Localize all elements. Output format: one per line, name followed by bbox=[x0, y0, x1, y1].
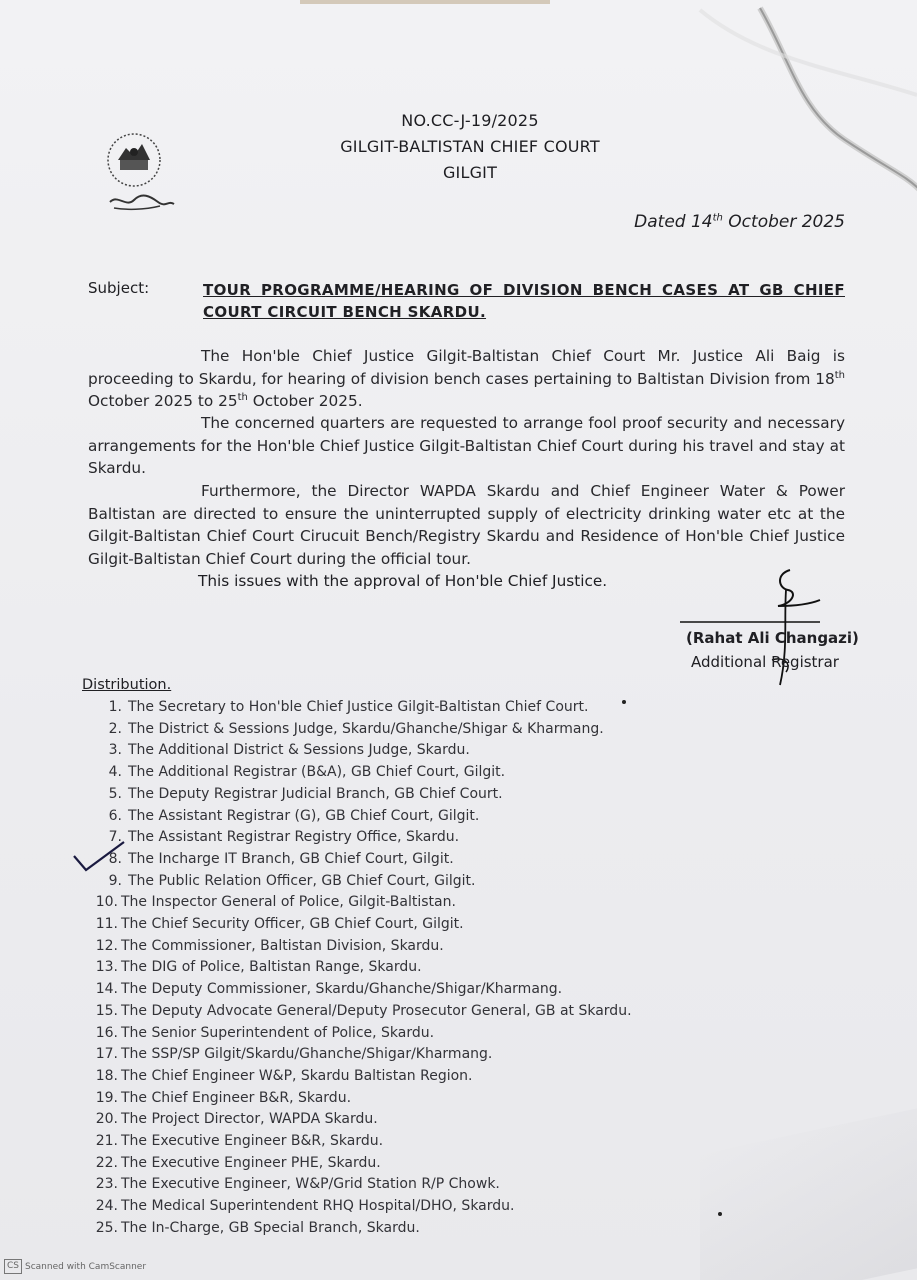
distribution-item bbox=[90, 1088, 710, 1110]
date-prefix: Dated 14 bbox=[634, 212, 713, 232]
distribution-item bbox=[90, 697, 710, 719]
distribution-item-number: 6. bbox=[108, 807, 122, 824]
approval-line: This issues with the approval of Hon'ble Chief Justice. bbox=[198, 572, 608, 590]
distribution-list bbox=[90, 697, 710, 1240]
distribution-item bbox=[90, 871, 710, 893]
distribution-item-number: 18. bbox=[95, 1067, 118, 1084]
distribution-item-text: The Executive Engineer, W&P/Grid Station R/P Chowk. bbox=[121, 1176, 500, 1193]
distribution-heading: Distribution. bbox=[82, 677, 172, 693]
distribution-item-number: 17. bbox=[95, 1046, 118, 1063]
distribution-item-number: 12. bbox=[95, 937, 118, 954]
distribution-item bbox=[90, 957, 710, 979]
distribution-item-number: 25. bbox=[95, 1219, 118, 1236]
distribution-item-text: The Deputy Commissioner, Skardu/Ghanche/Shigar/Kharmang. bbox=[121, 981, 563, 998]
paragraph-1-text-a: The Hon'ble Chief Justice Gilgit-Baltistan Chief Court Mr. Justice Ali Baig is proceeding to Skardu, for hearing of division bench cases pertaining to Baltistan Division from 18 bbox=[88, 347, 845, 388]
distribution-item-text: The SSP/SP Gilgit/Skardu/Ghanche/Shigar/Kharmang. bbox=[121, 1046, 493, 1063]
subject-label: Subject: bbox=[88, 279, 150, 297]
distribution-item bbox=[90, 1131, 710, 1153]
distribution-item-number: 24. bbox=[95, 1198, 118, 1215]
date-line bbox=[560, 212, 845, 232]
distribution-item-text: The Executive Engineer B&R, Skardu. bbox=[121, 1133, 384, 1150]
page-shadow bbox=[700, 1106, 917, 1280]
distribution-item bbox=[90, 1174, 710, 1196]
distribution-item-number: 22. bbox=[95, 1154, 118, 1171]
distribution-item-text: The Secretary to Hon'ble Chief Justice Gilgit-Baltistan Chief Court. bbox=[128, 699, 589, 715]
distribution-item-text: The Additional District & Sessions Judge, Skardu. bbox=[128, 742, 470, 759]
distribution-item-text: The Chief Security Officer, GB Chief Court, Gilgit. bbox=[121, 916, 464, 933]
paragraph-1-text-c: October 2025. bbox=[247, 392, 363, 410]
distribution-item bbox=[90, 827, 710, 849]
subject-text: TOUR PROGRAMME/HEARING OF DIVISION BENCH CASES AT GB CHIEF COURT CIRCUIT BENCH SKARDU. bbox=[203, 281, 845, 321]
distribution-item-number: 3. bbox=[108, 742, 122, 759]
distribution-item-text: The Commissioner, Baltistan Division, Skardu. bbox=[121, 937, 444, 954]
distribution-item bbox=[90, 1023, 710, 1045]
distribution-item bbox=[90, 892, 710, 914]
distribution-item-number: 2. bbox=[108, 720, 122, 737]
distribution-item-text: The Assistant Registrar Registry Office, Skardu. bbox=[128, 829, 460, 846]
distribution-item-text: The Public Relation Officer, GB Chief Court, Gilgit. bbox=[128, 872, 476, 889]
distribution-item bbox=[90, 1218, 710, 1240]
distribution-item-text: The Senior Superintendent of Police, Skardu. bbox=[121, 1024, 435, 1041]
distribution-item-text: The Deputy Registrar Judicial Branch, GB Chief Court. bbox=[128, 785, 503, 802]
paragraph-2 bbox=[88, 412, 845, 480]
distribution-item bbox=[90, 719, 710, 741]
paragraph-2-text: The concerned quarters are requested to arrange fool proof security and necessary arrangements for the Hon'ble Chief Justice Gilgit-Baltistan Chief Court during his travel and stay at Skardu. bbox=[88, 414, 845, 477]
distribution-item-number: 10. bbox=[95, 894, 118, 911]
watermark-text: Scanned with CamScanner bbox=[25, 1262, 147, 1272]
distribution-item bbox=[90, 936, 710, 958]
paragraph-3 bbox=[88, 480, 845, 570]
distribution-item-text: The Additional Registrar (B&A), GB Chief Court, Gilgit. bbox=[128, 764, 506, 781]
paragraph-3-text: Furthermore, the Director WAPDA Skardu and Chief Engineer Water & Power Baltistan are directed to ensure the uninterrupted supply of electricity drinking water etc at the Gilgit-Baltistan Chief Court Cirucuit Bench/Registry Skardu and Residence of Hon'ble Chief Justice Gilgit-Baltistan Chief Court during the official tour. bbox=[88, 482, 845, 568]
distribution-item-number: 4. bbox=[108, 764, 122, 781]
distribution-item-number: 23. bbox=[95, 1176, 118, 1193]
letterhead bbox=[310, 108, 630, 186]
distribution-item-number: 16. bbox=[95, 1024, 118, 1041]
distribution-item-text: The Chief Engineer W&P, Skardu Baltistan Region. bbox=[121, 1067, 473, 1084]
distribution-item bbox=[90, 849, 710, 871]
distribution-item bbox=[90, 1001, 710, 1023]
distribution-item bbox=[90, 762, 710, 784]
distribution-item bbox=[90, 740, 710, 762]
distribution-item bbox=[90, 1066, 710, 1088]
distribution-item-number: 7. bbox=[108, 829, 122, 846]
camscanner-icon: CS bbox=[4, 1259, 22, 1274]
signatory-title: Additional Registrar bbox=[691, 653, 839, 671]
distribution-item-text: The Chief Engineer B&R, Skardu. bbox=[121, 1089, 352, 1106]
distribution-item-number: 20. bbox=[95, 1111, 118, 1128]
distribution-item bbox=[90, 914, 710, 936]
ink-dot bbox=[622, 700, 626, 704]
distribution-item-text: The Deputy Advocate General/Deputy Prosecutor General, GB at Skardu. bbox=[121, 1002, 632, 1019]
distribution-item-number: 1. bbox=[108, 699, 122, 715]
distribution-item bbox=[90, 1196, 710, 1218]
distribution-item-number: 14. bbox=[95, 981, 118, 998]
distribution-item-text: The Executive Engineer PHE, Skardu. bbox=[121, 1154, 381, 1171]
paragraph-1-text-b: October 2025 to 25 bbox=[88, 392, 238, 410]
distribution-item-text: The In-Charge, GB Special Branch, Skardu. bbox=[121, 1219, 420, 1236]
distribution-item-number: 15. bbox=[95, 1002, 118, 1019]
paragraph-1-sup-1: th bbox=[834, 369, 845, 381]
distribution-item-text: The District & Sessions Judge, Skardu/Ghanche/Shigar & Kharmang. bbox=[128, 720, 604, 737]
distribution-item-number: 9. bbox=[108, 872, 122, 889]
distribution-item-text: The Inspector General of Police, Gilgit-Baltistan. bbox=[121, 894, 456, 911]
court-city: GILGIT bbox=[442, 163, 498, 182]
distribution-item-text: The Medical Superintendent RHQ Hospital/DHO, Skardu. bbox=[121, 1198, 515, 1215]
court-emblem-icon bbox=[96, 130, 176, 230]
distribution-item-number: 13. bbox=[95, 959, 118, 976]
paragraph-1 bbox=[88, 345, 845, 413]
distribution-item bbox=[90, 1044, 710, 1066]
distribution-item bbox=[90, 806, 710, 828]
signatory-name: (Rahat Ali Changazi) bbox=[686, 629, 859, 647]
distribution-item-text: The Project Director, WAPDA Skardu. bbox=[121, 1111, 378, 1128]
distribution-item-number: 5. bbox=[108, 785, 122, 802]
reference-number: NO.CC-J-19/2025 bbox=[401, 111, 539, 130]
date-suffix: th bbox=[712, 212, 723, 224]
distribution-item-text: The Assistant Registrar (G), GB Chief Court, Gilgit. bbox=[128, 807, 480, 824]
distribution-item bbox=[90, 1109, 710, 1131]
scan-edge-shadow bbox=[300, 0, 550, 4]
distribution-item-text: The Incharge IT Branch, GB Chief Court, Gilgit. bbox=[128, 850, 454, 867]
paragraph-1-sup-2: th bbox=[237, 391, 248, 403]
distribution-item-number: 21. bbox=[95, 1133, 118, 1150]
distribution-item bbox=[90, 979, 710, 1001]
distribution-item bbox=[90, 1153, 710, 1175]
distribution-item-text: The DIG of Police, Baltistan Range, Skardu. bbox=[121, 959, 422, 976]
distribution-item bbox=[90, 784, 710, 806]
ink-dot bbox=[718, 1212, 722, 1216]
distribution-item-number: 11. bbox=[95, 916, 118, 933]
date-rest: October 2025 bbox=[722, 212, 845, 232]
distribution-item-number: 8. bbox=[108, 850, 122, 867]
court-name: GILGIT-BALTISTAN CHIEF COURT bbox=[340, 137, 600, 156]
distribution-item-number: 19. bbox=[95, 1089, 118, 1106]
camscanner-watermark bbox=[4, 1259, 146, 1274]
checkmark-icon bbox=[72, 836, 132, 876]
